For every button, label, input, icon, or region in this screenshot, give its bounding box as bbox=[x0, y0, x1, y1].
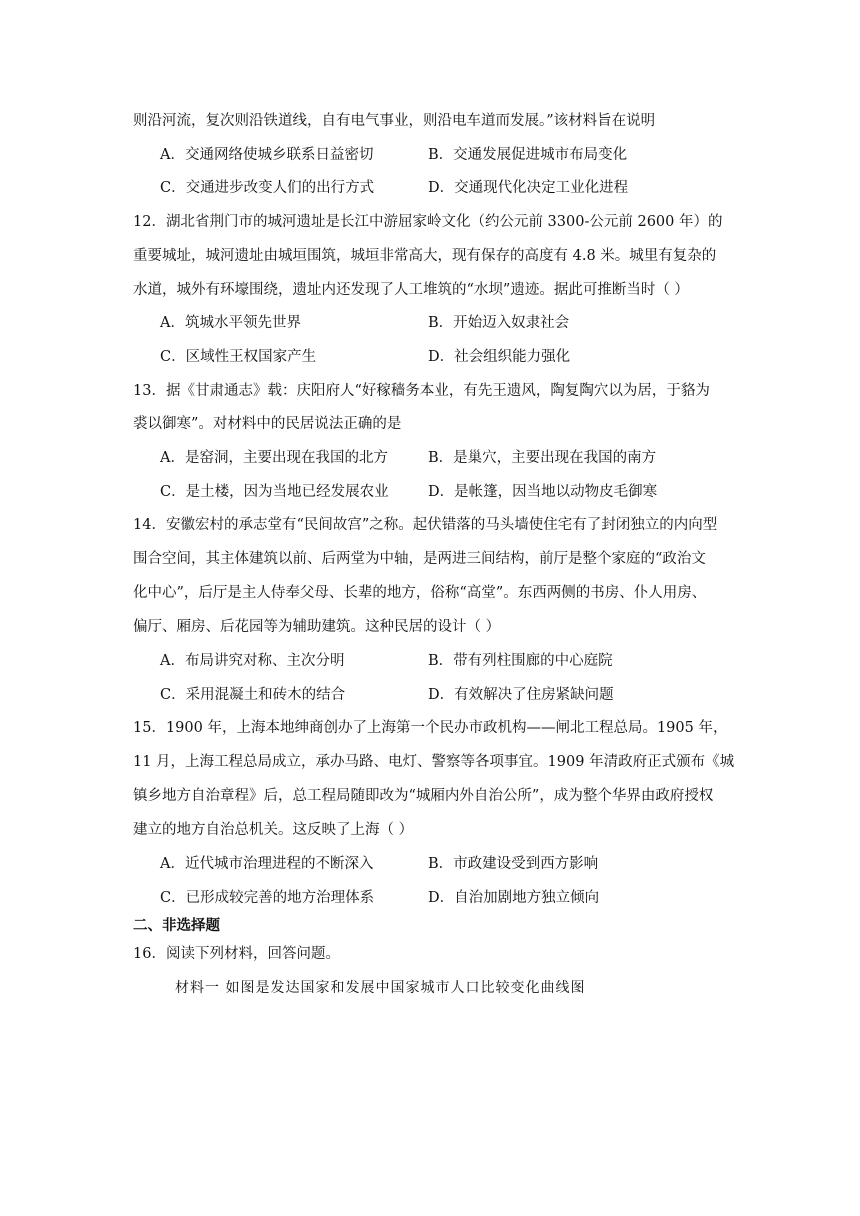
q14-stem-line-2: 围合空间，其主体建筑以前、后两堂为中轴，是两进三间结构，前厅是整个家庭的“政治文 bbox=[133, 551, 706, 567]
q12-stem-line-3: 水道，城外有环壕围绕，遗址内还发现了人工堆筑的“水坝”遗迹。据此可推断当时（ ） bbox=[133, 282, 689, 298]
q15-stem-line-3: 镇乡地方自治章程》后，总工程局随即改为“城厢内外自治公所”，成为整个华界由政府授权 bbox=[133, 788, 714, 804]
q12-option-a: A．筑城水平领先世界 bbox=[160, 315, 301, 331]
q13-option-a: A．是窑洞，主要出现在我国的北方 bbox=[160, 450, 388, 466]
q12-option-d: D．社会组织能力强化 bbox=[428, 349, 571, 365]
q13-stem-line-2: 裘以御寒”。对材料中的民居说法正确的是 bbox=[133, 416, 402, 432]
q13-option-c: C．是土楼，因为当地已经发展农业 bbox=[160, 484, 389, 500]
q15-option-c: C．已形成较完善的地方治理体系 bbox=[160, 890, 375, 906]
q14-stem-line-1: 14．安徽宏村的承志堂有“民间故宫”之称。起伏错落的马头墙使住宅有了封闭独立的内向型 bbox=[133, 517, 718, 533]
q13-option-d: D．是帐篷，因当地以动物皮毛御寒 bbox=[428, 484, 658, 500]
q15-stem-line-4: 建立的地方自治总机关。这反映了上海（ ） bbox=[133, 822, 414, 838]
q11-option-c: C．交通进步改变人们的出行方式 bbox=[160, 180, 375, 196]
q12-option-c: C．区域性王权国家产生 bbox=[160, 349, 317, 365]
q12-stem-line-2: 重要城址，城河遗址由城垣围筑，城垣非常高大，现有保存的高度有 4.8 米。城里有复杂的 bbox=[133, 248, 717, 264]
q15-stem-line-1: 15．1900 年，上海本地绅商创办了上海第一个民办市政机构——闸北工程总局。1905 年， bbox=[133, 720, 728, 736]
q15-stem-line-2: 11 月，上海工程总局成立，承办马路、电灯、警察等各项事宜。1909 年清政府正式颁布《城 bbox=[133, 754, 735, 770]
q12-stem-line-1: 12．湖北省荆门市的城河遗址是长江中游屈家岭文化（约公元前 3300-公元前 2600 年）的 bbox=[133, 214, 723, 230]
q15-option-a: A．近代城市治理进程的不断深入 bbox=[160, 856, 374, 872]
q14-option-d: D．有效解决了住房紧缺问题 bbox=[428, 687, 614, 703]
q14-option-b: B．带有列柱围廊的中心庭院 bbox=[428, 653, 613, 669]
q14-option-c: C．采用混凝土和砖木的结合 bbox=[160, 687, 346, 703]
q13-stem-line-1: 13．据《甘肃通志》载：庆阳府人“好稼穑务本业，有先王遗风，陶复陶穴以为居，于貉为 bbox=[133, 383, 710, 399]
q11-stem-tail: 则沿河流，复次则沿铁道线，自有电气事业，则沿电车道而发展。”该材料旨在说明 bbox=[133, 113, 656, 129]
q14-stem-line-4: 偏厅、厢房、后花园等为辅助建筑。这种民居的设计（ ） bbox=[133, 619, 501, 635]
q13-option-b: B．是巢穴，主要出现在我国的南方 bbox=[428, 450, 657, 466]
q15-option-b: B．市政建设受到西方影响 bbox=[428, 856, 599, 872]
q12-option-b: B．开始迈入奴隶社会 bbox=[428, 315, 570, 331]
section-heading: 二、非选择题 bbox=[133, 918, 220, 934]
q11-option-a: A．交通网络使城乡联系日益密切 bbox=[160, 147, 374, 163]
q14-option-a: A．布局讲究对称、主次分明 bbox=[160, 653, 345, 669]
q15-option-d: D．自治加剧地方独立倾向 bbox=[428, 890, 600, 906]
material-caption: 材料一 如图是发达国家和发展中国家城市人口比较变化曲线图 bbox=[175, 980, 586, 996]
q16-stem: 16．阅读下列材料，回答问题。 bbox=[133, 946, 340, 962]
q14-stem-line-3: 化中心”，后厅是主人侍奉父母、长辈的地方，俗称“高堂”。东西两侧的书房、仆人用房、 bbox=[133, 585, 707, 601]
q11-option-d: D．交通现代化决定工业化进程 bbox=[428, 180, 629, 196]
q11-option-b: B．交通发展促进城市布局变化 bbox=[428, 147, 628, 163]
